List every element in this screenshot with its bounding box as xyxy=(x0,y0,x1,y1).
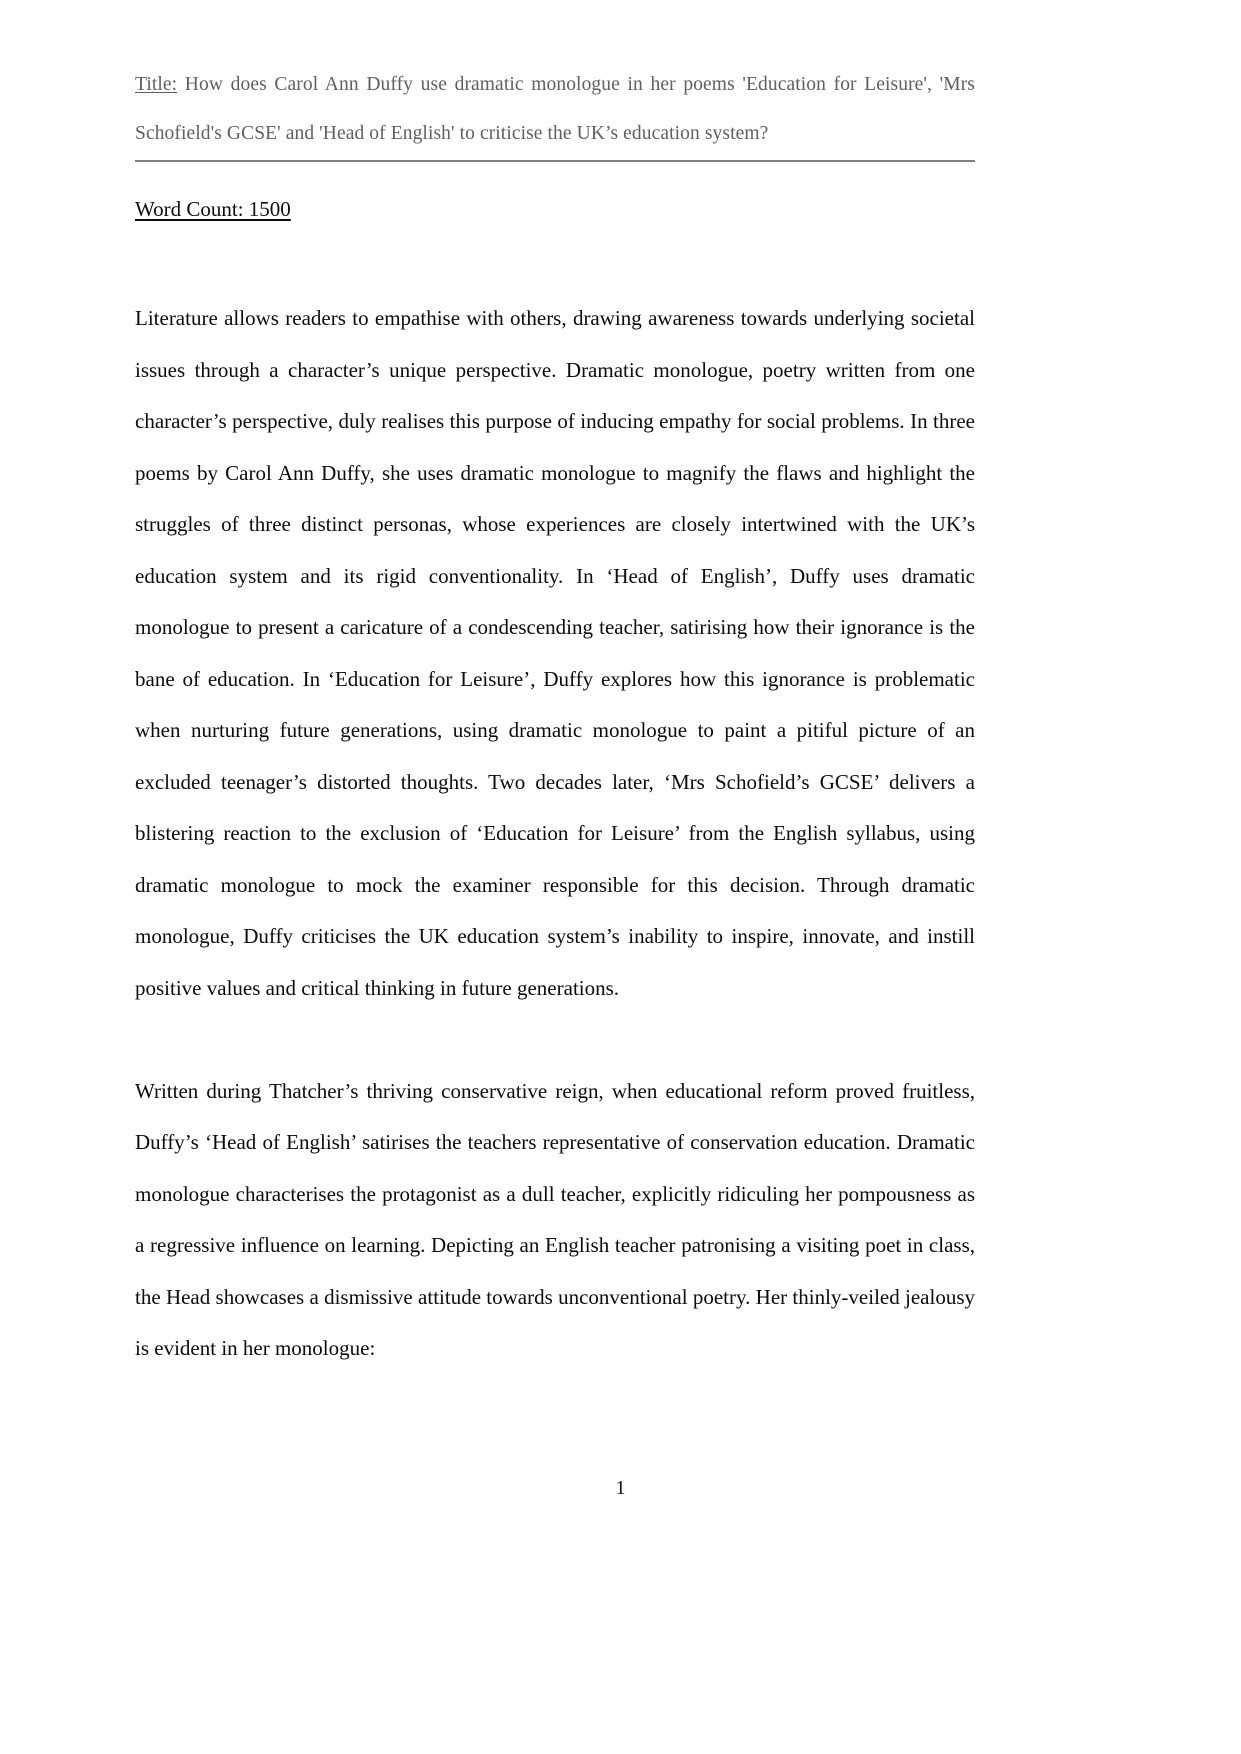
title-block xyxy=(135,60,975,158)
page-title xyxy=(135,60,975,158)
word-count-label: Word Count: 1500 xyxy=(135,197,291,221)
essay-body xyxy=(135,293,975,1375)
title-label: Title: xyxy=(135,74,178,95)
title-line-1-text: How does Carol Ann Duffy use dramatic monologue in her poems 'Education for Leisure', 'Mrs xyxy=(184,74,975,95)
title-line-1 xyxy=(135,60,975,109)
paragraph-1: Literature allows readers to empathise with others, drawing awareness towards underlying societal issues through a character’s unique perspective. Dramatic monologue, poetry written from one character’s perspective, duly realises this purpose of inducing empathy for social problems. In three poems by Carol Ann Duffy, she uses dramatic monologue to magnify the flaws and highlight the struggles of three distinct personas, whose experiences are closely intertwined with the UK’s education system and its rigid conventionality. In ‘Head of English’, Duffy uses dramatic monologue to present a caricature of a condescending teacher, satirising how their ignorance is the bane of education. In ‘Education for Leisure’, Duffy explores how this ignorance is problematic when nurturing future generations, using dramatic monologue to paint a pitiful picture of an excluded teenager’s distorted thoughts. Two decades later, ‘Mrs Schofield’s GCSE’ delivers a blistering reaction to the exclusion of ‘Education for Leisure’ from the English syllabus, using dramatic monologue to mock the examiner responsible for this decision. Through dramatic monologue, Duffy criticises the UK education system’s inability to inspire, innovate, and instill positive values and critical thinking in future generations. xyxy=(135,306,975,1000)
page-number: 1 xyxy=(615,1477,626,1499)
title-line-2: Schofield's GCSE' and 'Head of English' to criticise the UK’s education system? xyxy=(135,123,769,144)
paragraph-2: Written during Thatcher’s thriving conservative reign, when educational reform proved fruitless, Duffy’s ‘Head of English’ satirises the teachers representative of conservation education. Dramatic monologue characterises the protagonist as a dull teacher, explicitly ridiculing her pompousness as a regressive influence on learning. Depicting an English teacher patronising a visiting poet in class, the Head showcases a dismissive attitude towards unconventional poetry. Her thinly-veiled jealousy is evident in her monologue: xyxy=(135,1078,975,1360)
horizontal-divider xyxy=(135,160,975,162)
